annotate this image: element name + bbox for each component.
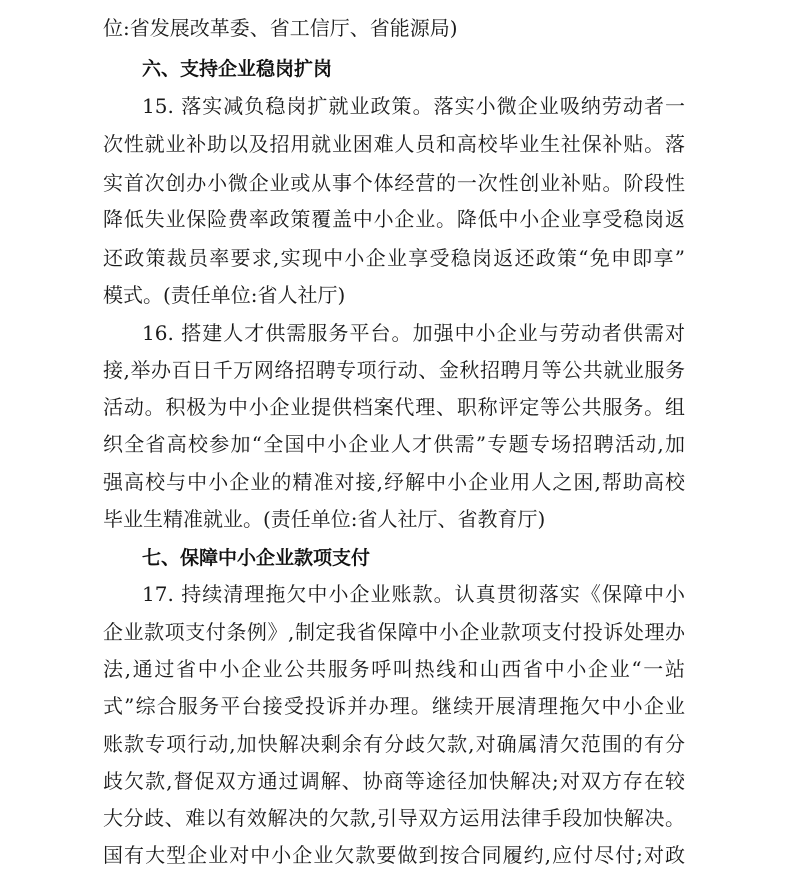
paragraph-15-line: 模式。(责任单位:省人社厅): [103, 283, 346, 307]
paragraph-17-line: 法,通过省中小企业公共服务呼叫热线和山西省中小企业“一站: [103, 657, 685, 681]
paragraph-16-line: 强高校与中小企业的精准对接,纾解中小企业用人之困,帮助高校: [103, 470, 685, 494]
paragraph-15-line: 还政策裁员率要求,实现中小企业享受稳岗返还政策“免申即享”: [103, 246, 685, 270]
paragraph-15-line: 降低失业保险费率政策覆盖中小企业。降低中小企业享受稳岗返: [103, 207, 685, 231]
paragraph-16-line: 16. 搭建人才供需服务平台。加强中小企业与劳动者供需对: [142, 321, 685, 345]
paragraph-15-line: 次性就业补助以及招用就业困难人员和高校毕业生社保补贴。落: [103, 132, 685, 156]
paragraph-16-line: 织全省高校参加“全国中小企业人才供需”专题专场招聘活动,加: [103, 432, 685, 456]
paragraph-16-line: 接,举办百日千万网络招聘专项行动、金秋招聘月等公共就业服务: [103, 358, 685, 382]
paragraph-15-line: 实首次创办小微企业或从事个体经营的一次性创业补贴。阶段性: [103, 171, 685, 195]
paragraph-16-line: 毕业生精准就业。(责任单位:省人社厅、省教育厅): [103, 507, 546, 531]
section-heading-6: 六、支持企业稳岗扩岗: [142, 58, 333, 80]
text-line: 位:省发展改革委、省工信厅、省能源局): [103, 16, 458, 40]
section-heading-7: 七、保障中小企业款项支付: [142, 547, 371, 569]
paragraph-17-line: 国有大型企业对中小企业欠款要做到按合同履约,应付尽付;对政: [103, 843, 685, 867]
paragraph-17-line: 歧欠款,督促双方通过调解、协商等途径加快解决;对双方存在较: [103, 769, 685, 793]
paragraph-17-line: 大分歧、难以有效解决的欠款,引导双方运用法律手段加快解决。: [103, 806, 685, 830]
paragraph-17-line: 17. 持续清理拖欠中小企业账款。认真贯彻落实《保障中小: [142, 582, 685, 606]
paragraph-15-line: 15. 落实减负稳岗扩就业政策。落实小微企业吸纳劳动者一: [142, 94, 685, 118]
paragraph-17-line: 式”综合服务平台接受投诉并办理。继续开展清理拖欠中小企业: [103, 694, 685, 718]
paragraph-17-line: 账款专项行动,加快解决剩余有分歧欠款,对确属清欠范围的有分: [103, 732, 685, 756]
paragraph-17-line: 企业款项支付条例》,制定我省保障中小企业款项支付投诉处理办: [103, 620, 685, 644]
paragraph-16-line: 活动。积极为中小企业提供档案代理、职称评定等公共服务。组: [103, 395, 685, 419]
